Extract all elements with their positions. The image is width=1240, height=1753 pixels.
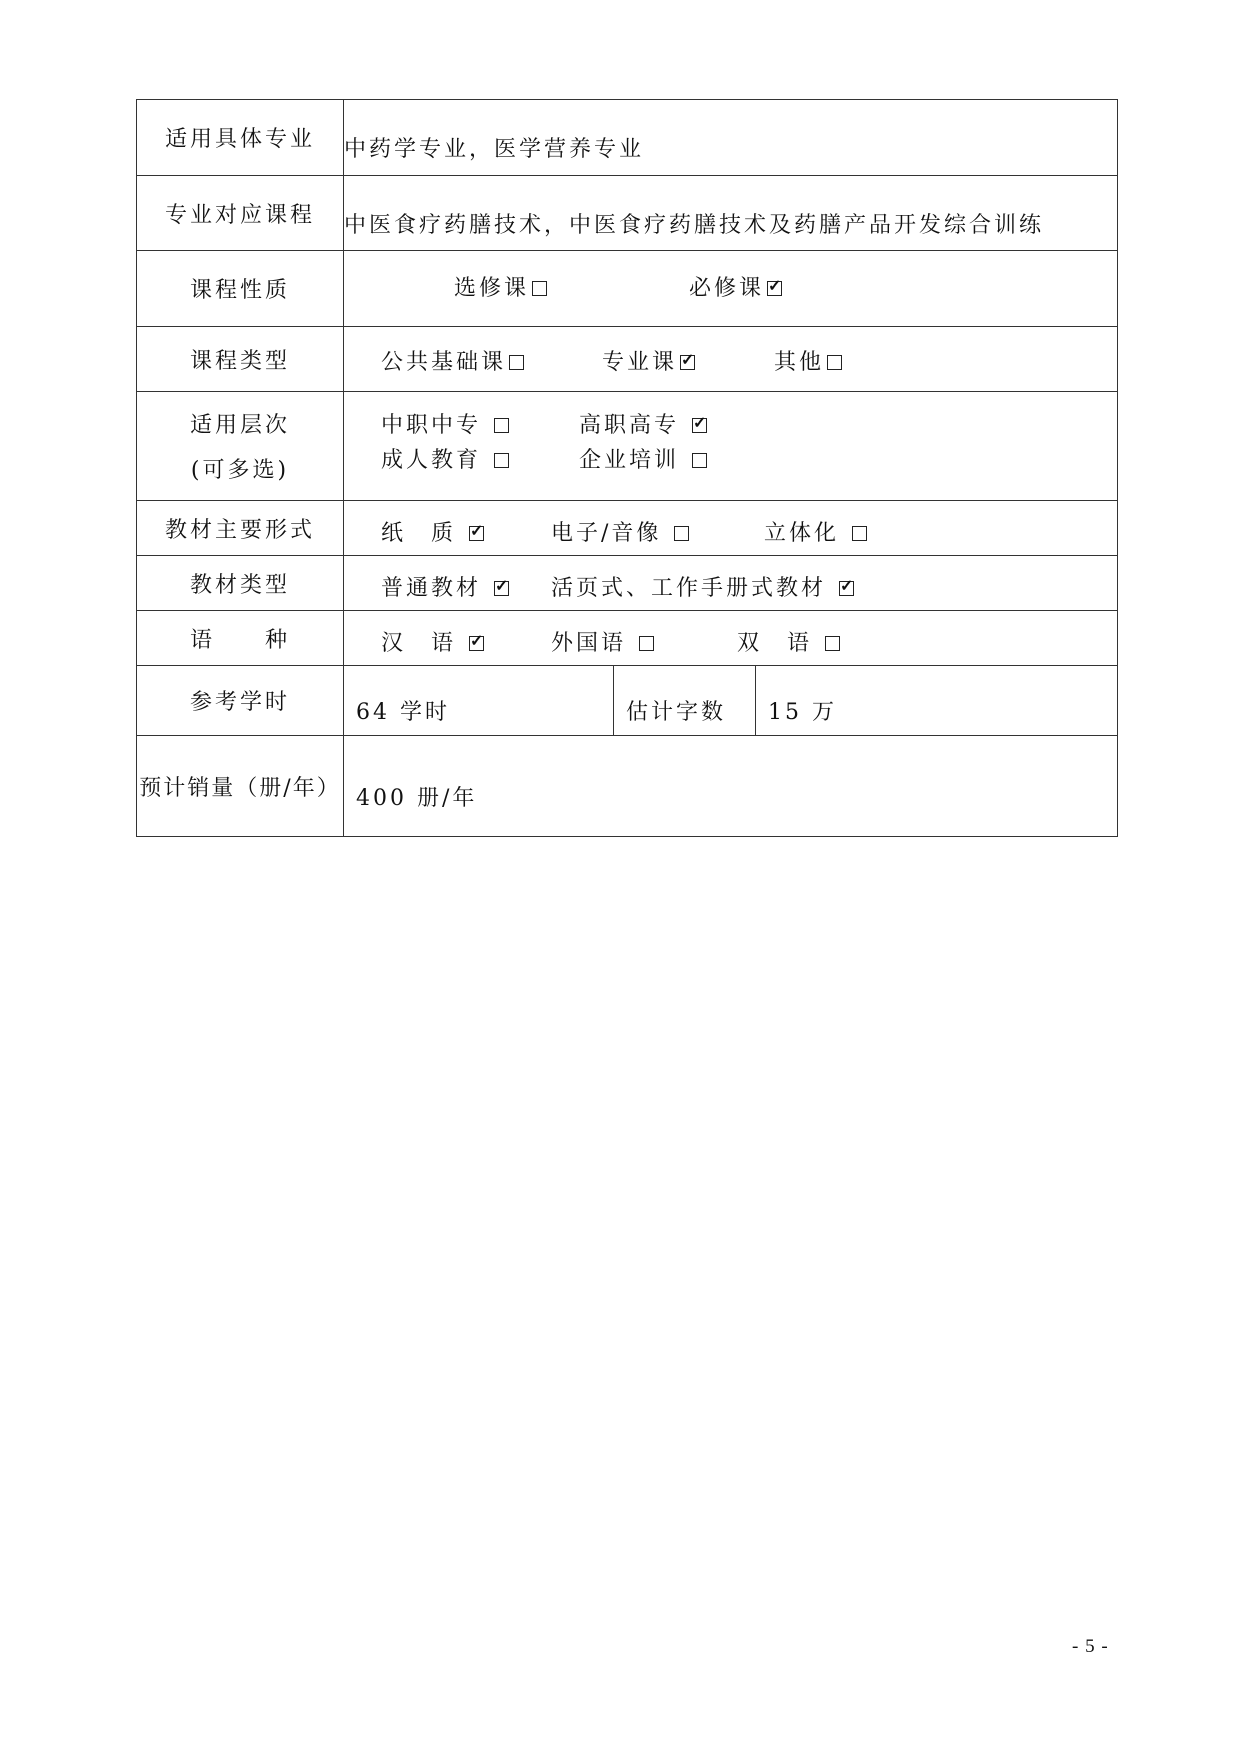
hours-value: 64 学时: [344, 666, 614, 736]
checkbox-unchecked[interactable]: [494, 418, 509, 433]
checkbox-unchecked[interactable]: [639, 636, 654, 651]
option-higher-vocational[interactable]: 高职高专 ✓: [579, 408, 707, 439]
option-secondary-vocational[interactable]: 中职中专: [381, 408, 509, 439]
level-options: [344, 392, 1118, 501]
option-enterprise-training[interactable]: 企业培训: [579, 443, 707, 474]
courses-label: 专业对应课程: [137, 176, 344, 251]
course-type-options: [344, 327, 1118, 392]
option-foreign[interactable]: 外国语: [551, 626, 654, 657]
word-count-label: 估计字数: [614, 666, 756, 736]
option-chinese[interactable]: 汉 语 ✓: [381, 626, 484, 657]
option-loose-leaf-textbook[interactable]: 活页式、工作手册式教材 ✓: [551, 571, 854, 602]
nature-options: [344, 251, 1118, 327]
material-type-label: 教材类型: [137, 556, 344, 611]
option-other[interactable]: 其他: [774, 345, 842, 376]
option-standard-textbook[interactable]: 普通教材 ✓: [381, 571, 509, 602]
row-majors: [137, 100, 1118, 176]
checkbox-checked[interactable]: [839, 581, 854, 596]
majors-value: 中药学专业，医学营养专业: [344, 100, 1118, 176]
row-course-nature: [137, 251, 1118, 327]
option-electronic-av[interactable]: 电子/音像: [551, 516, 689, 547]
checkbox-unchecked[interactable]: [827, 355, 842, 370]
form-type-options: [344, 501, 1118, 556]
course-type-label: 课程类型: [137, 327, 344, 392]
row-level: [137, 392, 1118, 501]
checkbox-unchecked[interactable]: [509, 355, 524, 370]
word-count-value: 15 万: [756, 666, 1118, 736]
row-form-type: [137, 501, 1118, 556]
majors-label: 适用具体专业: [137, 100, 344, 176]
row-material-type: [137, 556, 1118, 611]
option-required[interactable]: 必修课✓: [689, 271, 782, 302]
language-options: [344, 611, 1118, 666]
checkbox-checked[interactable]: [680, 355, 695, 370]
sales-label: 预计销量（册/年）: [137, 736, 344, 837]
textbook-info-table: [136, 99, 1118, 837]
checkbox-checked[interactable]: [469, 526, 484, 541]
sales-value: 400 册/年: [344, 736, 1118, 837]
checkbox-checked[interactable]: [692, 418, 707, 433]
checkbox-checked[interactable]: [767, 281, 782, 296]
option-adult-education[interactable]: 成人教育: [381, 443, 509, 474]
checkbox-unchecked[interactable]: [692, 453, 707, 468]
row-courses: [137, 176, 1118, 251]
courses-value: 中医食疗药膳技术，中医食疗药膳技术及药膳产品开发综合训练: [344, 176, 1118, 251]
option-public-basic[interactable]: 公共基础课: [381, 345, 524, 376]
hours-label: 参考学时: [137, 666, 344, 736]
checkbox-unchecked[interactable]: [852, 526, 867, 541]
checkbox-unchecked[interactable]: [532, 281, 547, 296]
row-sales: [137, 736, 1118, 837]
row-language: [137, 611, 1118, 666]
checkbox-unchecked[interactable]: [825, 636, 840, 651]
row-hours: [137, 666, 1118, 736]
level-label: 适用层次 (可多选): [137, 392, 344, 501]
page-number: - 5 -: [1072, 1636, 1109, 1657]
row-course-type: [137, 327, 1118, 392]
form-type-label: 教材主要形式: [137, 501, 344, 556]
option-multimedia[interactable]: 立体化: [764, 516, 867, 547]
nature-label: 课程性质: [137, 251, 344, 327]
checkbox-unchecked[interactable]: [674, 526, 689, 541]
checkbox-checked[interactable]: [494, 581, 509, 596]
checkbox-checked[interactable]: [469, 636, 484, 651]
material-type-options: [344, 556, 1118, 611]
checkbox-unchecked[interactable]: [494, 453, 509, 468]
option-paper[interactable]: 纸 质 ✓: [381, 516, 484, 547]
option-professional[interactable]: 专业课✓: [602, 345, 695, 376]
option-elective[interactable]: 选修课: [454, 271, 547, 302]
option-bilingual[interactable]: 双 语: [737, 626, 840, 657]
language-label: 语 种: [137, 611, 344, 666]
